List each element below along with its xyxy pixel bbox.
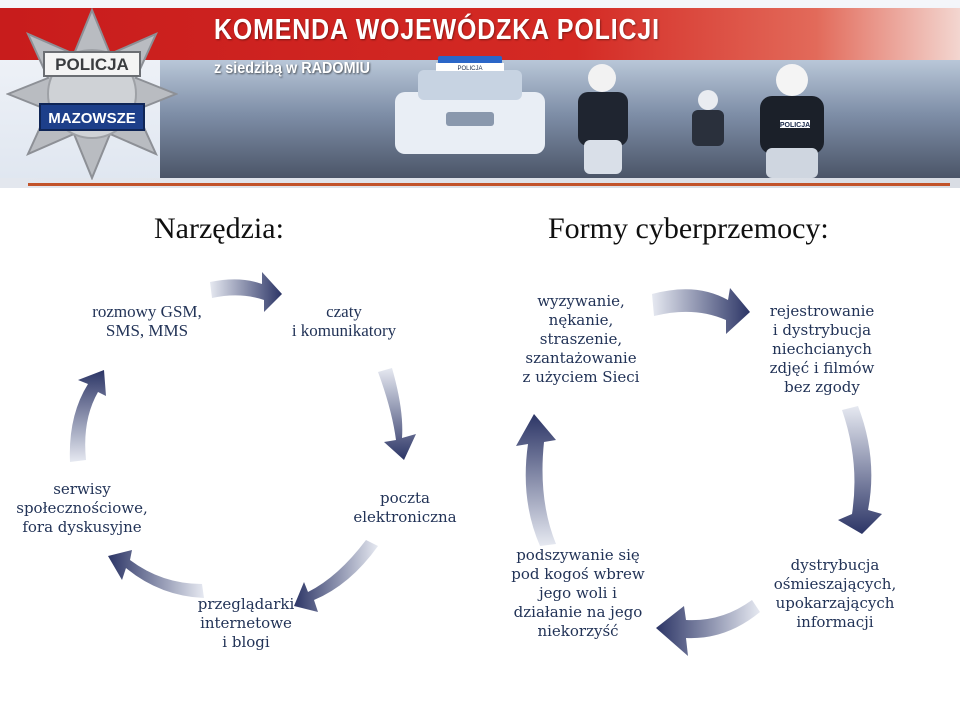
node-line: przeglądarki <box>197 595 295 613</box>
form-node-wyzywanie <box>506 292 656 387</box>
arrow-przegladarki-to-serwisy <box>108 550 204 598</box>
node-line: internetowe <box>200 614 292 632</box>
node-line: działanie na jego <box>513 603 643 621</box>
forms-heading: Formy cyberprzemocy: <box>548 212 829 245</box>
police-car-plate-text: POLICJA <box>457 66 483 72</box>
node-line: straszenie, <box>539 330 623 348</box>
node-line: niekorzyść <box>537 622 619 640</box>
arrow-podszywanie-to-wyzywanie <box>516 414 556 546</box>
node-line: czaty <box>326 302 362 321</box>
tool-node-czaty <box>264 302 424 340</box>
node-line: z użyciem Sieci <box>522 368 640 386</box>
node-line: nękanie, <box>548 311 614 329</box>
node-line: upokarzających <box>775 594 895 612</box>
banner-subtitle: z siedzibą w RADOMIU <box>214 60 371 77</box>
arrow-dystrybucja-to-podszywanie <box>656 600 760 656</box>
node-line: i blogi <box>222 633 270 651</box>
arrow-rejestrowanie-to-dystrybucja <box>838 406 882 534</box>
arrow-serwisy-to-gsm <box>70 370 106 462</box>
rider-vest-label: POLICJA <box>779 122 811 129</box>
arrow-wyzywanie-to-rejestrowanie <box>652 288 750 334</box>
node-line: niechcianych <box>772 340 872 358</box>
node-line: zdjęć i filmów <box>769 359 875 377</box>
node-line: i dystrybucja <box>772 321 872 339</box>
tool-node-gsm <box>62 302 232 340</box>
node-line: poczta <box>380 489 430 507</box>
badge-top-text: POLICJA <box>55 55 129 74</box>
banner-title: KOMENDA WOJEWÓDZKA POLICJI <box>214 14 660 46</box>
node-line: szantażowanie <box>525 349 637 367</box>
tool-node-przegladarki <box>176 595 316 652</box>
node-line: i komunikatory <box>291 321 397 340</box>
node-line: ośmieszających, <box>773 575 897 593</box>
node-line: pod kogoś wbrew <box>511 565 645 583</box>
arrow-czaty-to-poczta <box>378 368 416 460</box>
badge-bottom-text: MAZOWSZE <box>48 110 136 127</box>
node-line: rejestrowanie <box>769 302 875 320</box>
node-line: wyzywanie, <box>537 292 625 310</box>
node-line: fora dyskusyjne <box>22 518 142 536</box>
node-line: elektroniczna <box>353 508 457 526</box>
node-line: rozmowy GSM, <box>92 302 202 321</box>
tool-node-serwisy <box>8 480 156 537</box>
form-node-dystrybucja <box>752 556 918 632</box>
node-line: dystrybucja <box>790 556 880 574</box>
node-line: społecznościowe, <box>16 499 148 517</box>
form-node-rejestrowanie <box>752 302 892 397</box>
node-line: bez zgody <box>784 378 860 396</box>
node-line: serwisy <box>53 480 111 498</box>
tools-heading: Narzędzia: <box>154 212 284 245</box>
node-line: informacji <box>796 613 874 631</box>
form-node-podszywanie <box>498 546 658 641</box>
node-line: podszywanie się <box>516 546 640 564</box>
node-line: jego woli i <box>539 584 617 602</box>
node-line: SMS, MMS <box>105 321 189 340</box>
tool-node-poczta <box>330 489 480 527</box>
